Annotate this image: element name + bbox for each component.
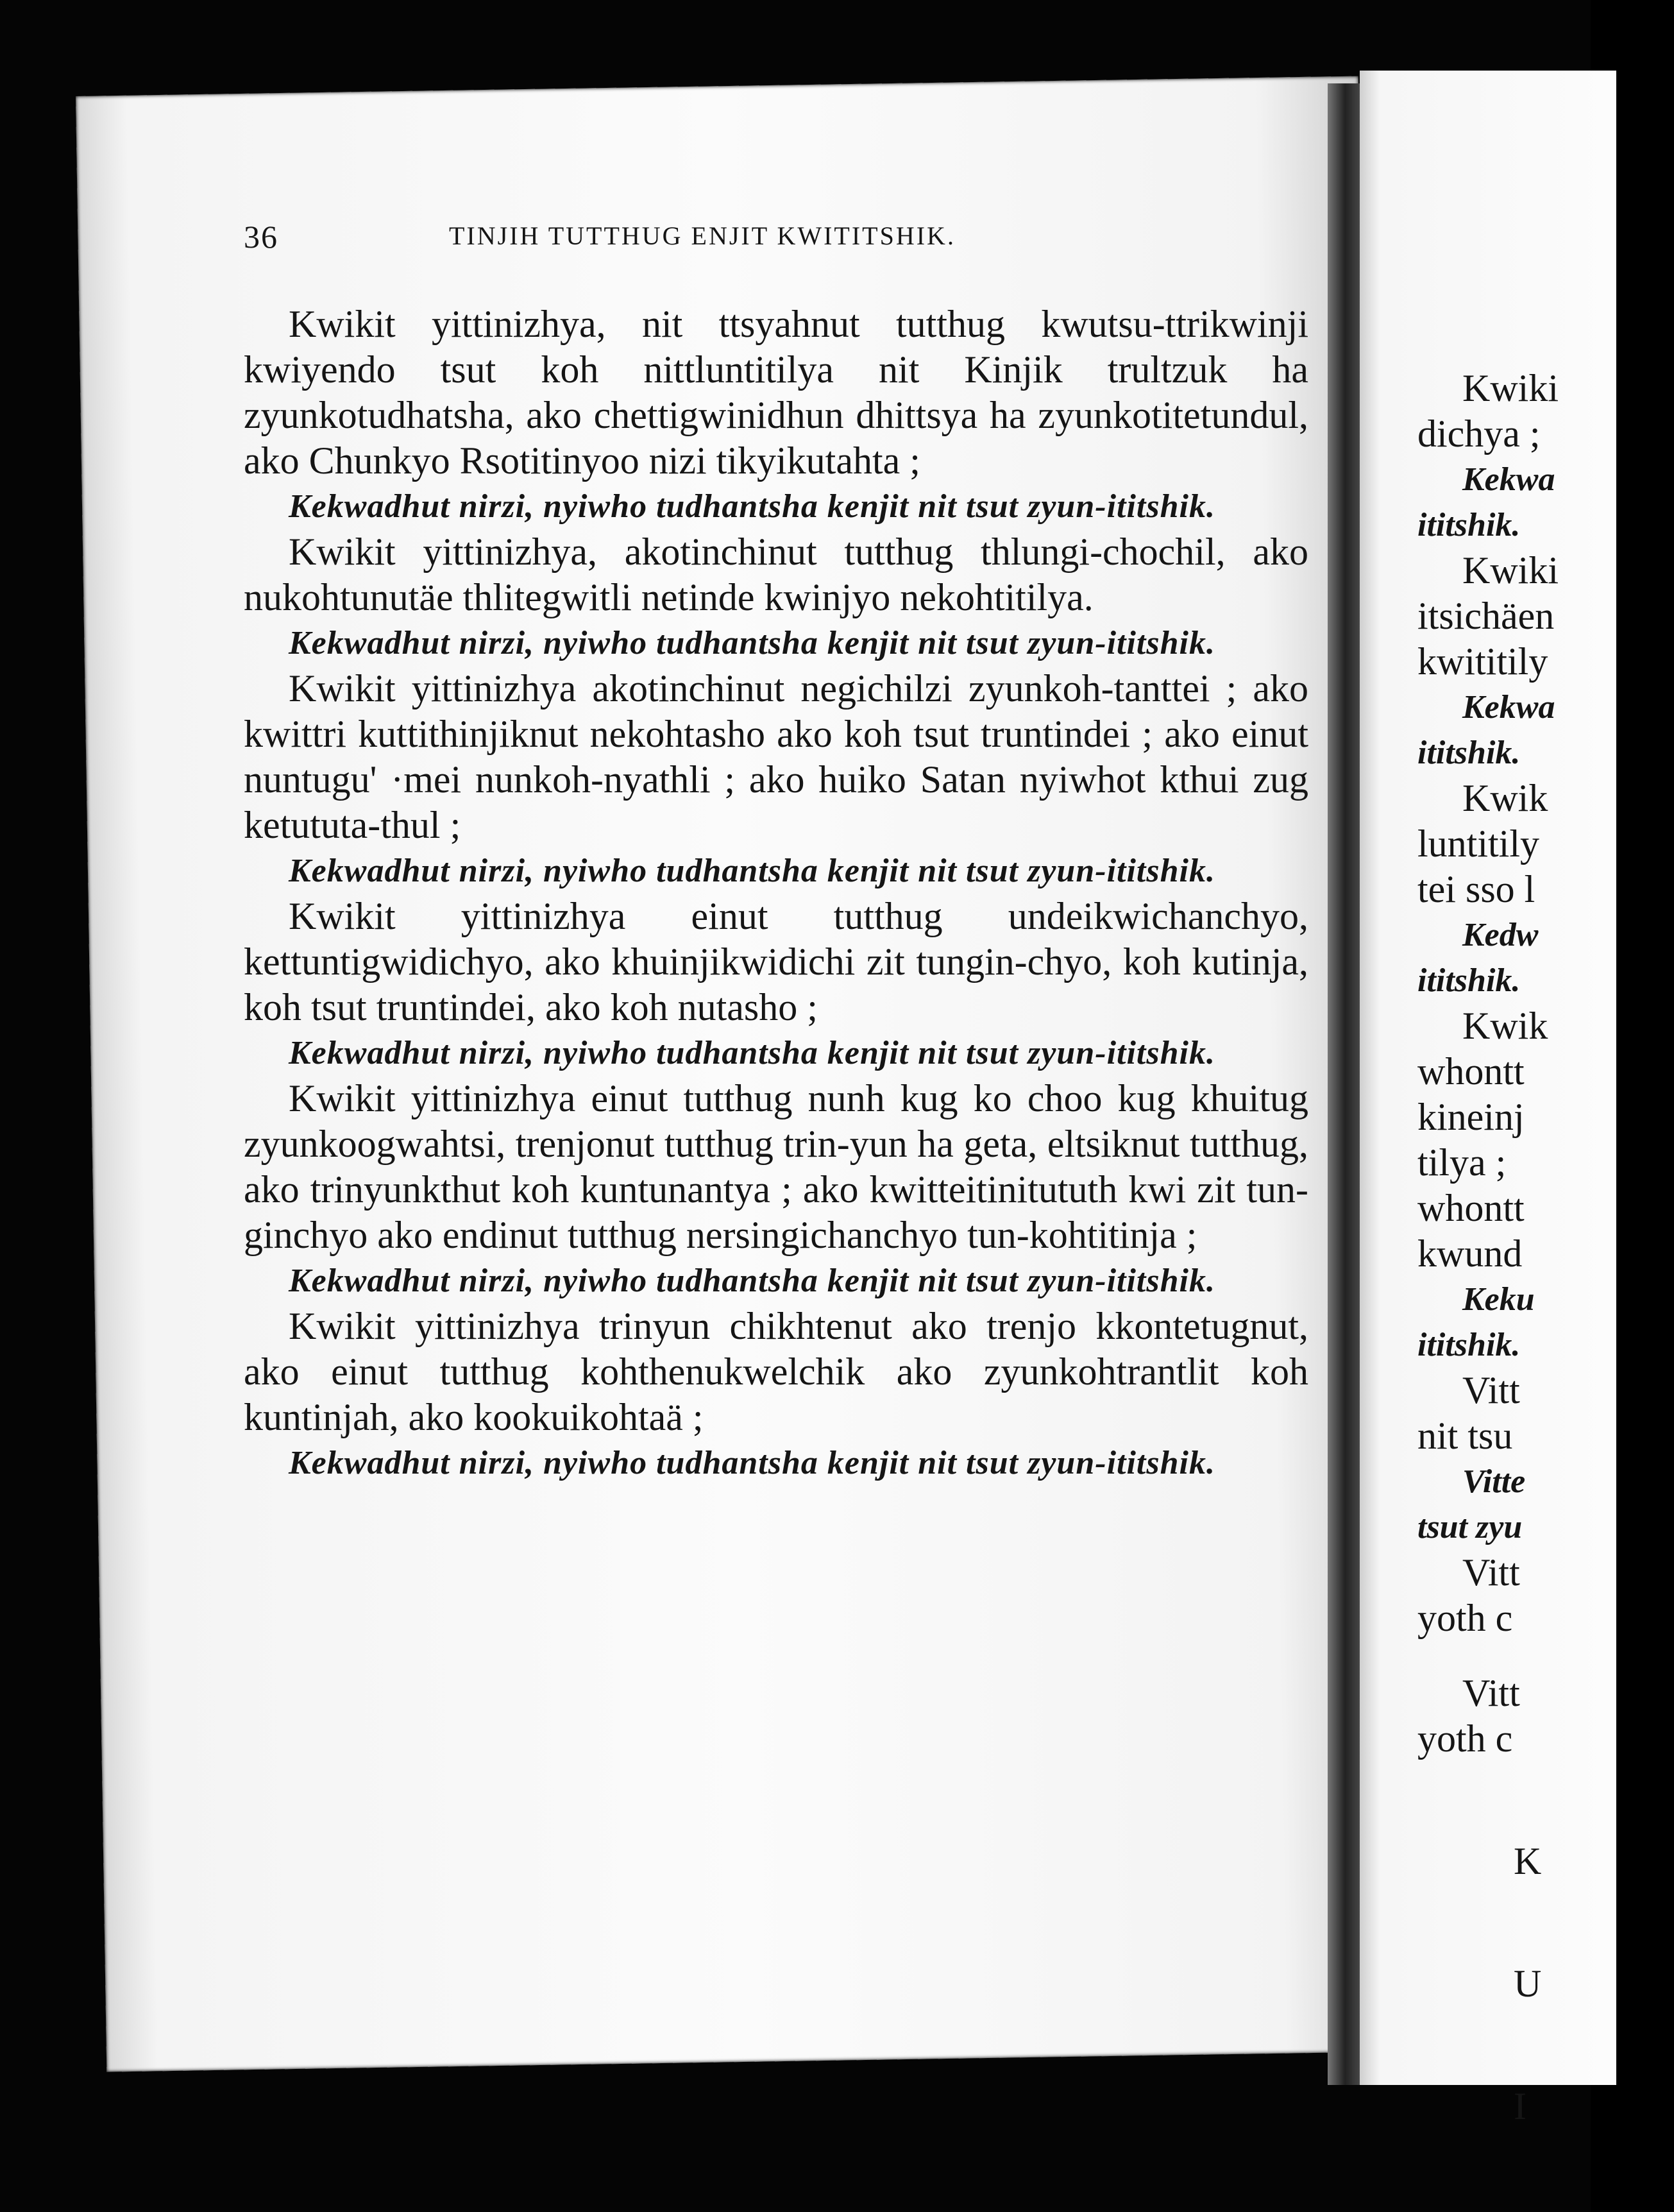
verse-text: Kwikit yittinizhya akotinchinut negichilzi zyunkoh-tanttei ; ako kwittri kuttithinjiknut nekohtasho ako koh tsut truntindei ; ako einut nuntugu' ·mei nunkoh-nyathli ; ako huiko Satan nyiwhot kthui zug ketututa-thul ;: [244, 667, 1308, 846]
verse-text: Kwikit yittinizhya, akotinchinut tutthug thlungi-chochil, ako nukohtunutäe thlitegwitli netinde kwinjyo nekohtitilya.: [244, 531, 1308, 618]
right-page-fragment: Vitte: [1462, 1463, 1526, 1500]
left-page-text: [244, 218, 1308, 1486]
right-page-fragment: U: [1514, 1962, 1542, 2005]
right-page-fragment: dichya ;: [1417, 413, 1541, 455]
right-page-fragment: Vitt: [1462, 1672, 1520, 1714]
right-page-fragment: Kwiki: [1462, 549, 1559, 591]
right-page-fragment: yoth c: [1417, 1717, 1513, 1760]
verse-text: Kwikit yittinizhya trinyun chikhtenut ako trenjo kkontetugnut, ako einut tutthug kohthenukwelchik ako zyunkohtrantlit koh kuntinjah, ako kookuikohtaä ;: [244, 1305, 1308, 1438]
right-page-fragment: kineinj: [1417, 1096, 1525, 1138]
running-head: [244, 218, 1308, 269]
right-page-fragment: I: [1514, 2085, 1526, 2127]
right-page-fragment: tilya ;: [1417, 1141, 1507, 1184]
right-page-fragment: Kekwa: [1462, 689, 1555, 726]
right-page-fragment: Vitt: [1462, 1551, 1520, 1594]
refrain-text: Kekwadhut nirzi, nyiwho tudhantsha kenjit nit tsut zyun-ititshik.: [289, 488, 1215, 525]
right-page-fragment: itsichäen: [1417, 595, 1555, 637]
right-page-fragment: whontt: [1417, 1187, 1525, 1229]
refrain-text: Kekwadhut nirzi, nyiwho tudhantsha kenjit nit tsut zyun-ititshik.: [289, 1445, 1215, 1481]
refrain-text: Kekwadhut nirzi, nyiwho tudhantsha kenjit nit tsut zyun-ititshik.: [289, 625, 1215, 661]
right-page-fragment: ititshik.: [1417, 1327, 1521, 1363]
refrain-text: Kekwadhut nirzi, nyiwho tudhantsha kenjit nit tsut zyun-ititshik.: [289, 1263, 1215, 1299]
right-page-fragment: tei sso l: [1417, 868, 1535, 910]
page-number: 36: [244, 219, 278, 255]
verse-text: Kwikit yittinizhya, nit ttsyahnut tutthug kwutsu-ttrikwinji kwiyendo tsut koh nittluntitilya nit Kinjik trultzuk ha zyunkotudhatsha, ako chettigwinidhun dhittsya ha zyunkotitetundul, ako Chunkyo Rsotitinyoo nizi tikyikutahta ;: [244, 303, 1308, 482]
right-page-fragment: luntitily: [1417, 822, 1540, 865]
right-page-fragment: Kwik: [1462, 1005, 1548, 1047]
verse-text: Kwikit yittinizhya einut tutthug undeikwichanchyo, kettuntigwidichyo, ako khuinjikwidichi zit tungin-chyo, koh kutinja, koh tsut truntindei, ako koh nutasho ;: [244, 895, 1308, 1028]
stanza: [244, 529, 1308, 666]
right-page-fragment: ititshik.: [1417, 735, 1521, 771]
stanza: [244, 1304, 1308, 1486]
right-page-fragment: Kwik: [1462, 777, 1548, 819]
right-page-fragment: kwititily: [1417, 640, 1548, 683]
stanza: [244, 302, 1308, 529]
right-page-fragment: Kwiki: [1462, 367, 1559, 409]
verse-text: Kwikit yittinizhya einut tutthug nunh kug ko choo kug khuitug zyunkoogwahtsi, trenjonut tutthug trin-yun ha geta, eltsiknut tutthug, ako trinyunkthut koh kuntunantya ; ako kwitteitinitututh kwi zit tun-ginchyo ako endinut tutthug nersingichanchyo tun-kohtitinja ;: [244, 1077, 1308, 1256]
right-page-fragment: kwund: [1417, 1232, 1523, 1275]
right-page-fragment: whontt: [1417, 1050, 1525, 1093]
right-page-fragment: ititshik.: [1417, 507, 1521, 543]
stanza: [244, 1076, 1308, 1304]
stanza: [244, 666, 1308, 894]
refrain-text: Kekwadhut nirzi, nyiwho tudhantsha kenjit nit tsut zyun-ititshik.: [289, 853, 1215, 889]
right-page-fragment: ititshik.: [1417, 962, 1521, 999]
right-page-fragment: Keku: [1462, 1281, 1535, 1318]
right-page-fragment: K: [1514, 1840, 1542, 1882]
right-page: [1360, 71, 1616, 2127]
right-page-fragment: nit tsu: [1417, 1415, 1513, 1457]
right-page-fragment: Vitt: [1462, 1369, 1520, 1411]
right-page-fragment: yoth c: [1417, 1597, 1513, 1639]
right-page-text: [1417, 366, 1674, 2129]
right-page-fragment: tsut zyu: [1417, 1509, 1523, 1545]
right-page-fragment: Kekwa: [1462, 461, 1555, 498]
running-head-title: TINJIH TUTTHUG ENJIT KWITITSHIK.: [449, 221, 956, 250]
right-page-fragment: Kedw: [1462, 917, 1539, 953]
refrain-text: Kekwadhut nirzi, nyiwho tudhantsha kenjit nit tsut zyun-ititshik.: [289, 1035, 1215, 1071]
stanza: [244, 894, 1308, 1076]
